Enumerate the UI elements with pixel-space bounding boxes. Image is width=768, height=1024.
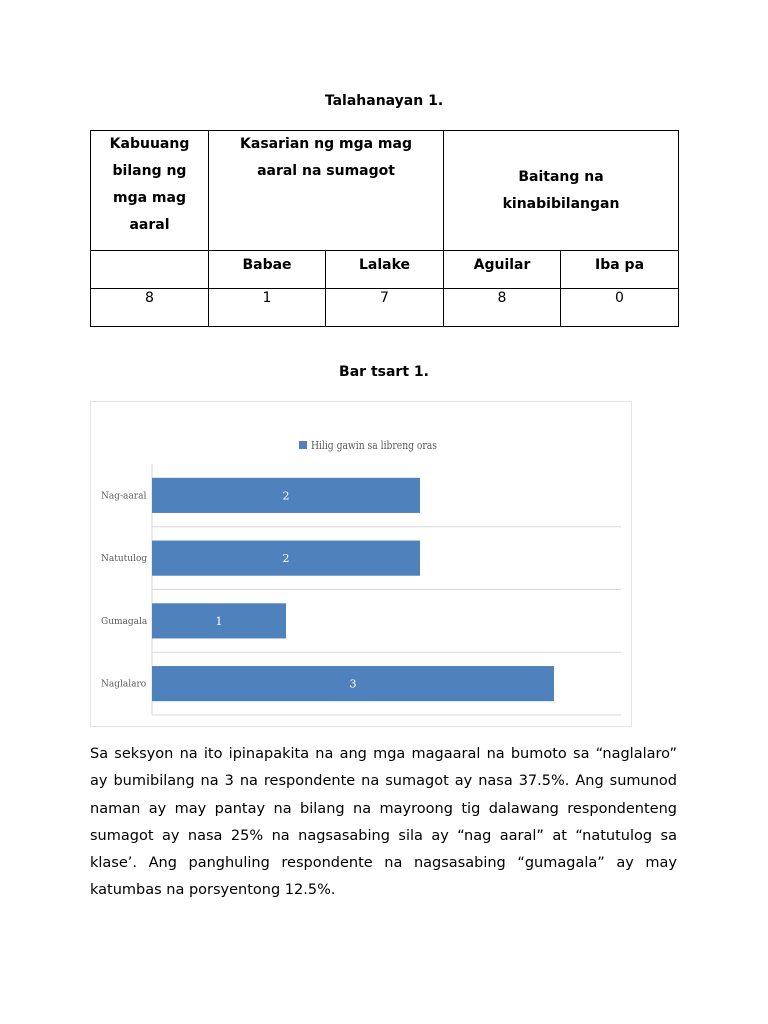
value-babae: 1 [209,289,326,327]
category-label: Naglalaro [101,679,147,690]
value-total: 8 [91,289,209,327]
bar-chart-svg [91,402,633,728]
table-caption: Talahanayan 1. [324,93,444,109]
category-label: Nag-aaral [101,491,147,502]
subheader-babae: Babae [209,251,326,289]
data-label: 2 [282,489,290,503]
data-label: 1 [215,614,223,628]
subheader-lalake: Lalake [326,251,444,289]
subheader-cell [91,251,209,289]
data-label: 2 [282,552,290,566]
subheader-aguilar: Aguilar [444,251,561,289]
value-aguilar: 8 [444,289,561,327]
header-gender: Kasarian ng mga mag aaral na sumagot [209,131,444,251]
header-grade: Baitang na kinabibilangan [444,131,679,251]
category-label: Gumagala [101,616,148,627]
subheader-iba-pa: Iba pa [561,251,679,289]
legend-swatch [299,441,307,449]
data-label: 3 [349,677,357,691]
category-label: Natutulog [101,554,148,565]
bar-chart [90,401,632,727]
header-total: Kabuuang bilang ng mga mag aaral [91,131,209,251]
data-table [90,130,679,327]
body-paragraph: Sa seksyon na ito ipinapakita na ang mga magaaral na bumoto sa “naglalaro” ay bumibilang na 3 na respondente na sumagot ay nasa 37.5%. Ang sumunod naman ay may pantay na bilang na mayroong tig dalawang respondenteng sumagot ay nasa 25% na nagsasabing sila ay “nag aaral” at “natutulog sa klase’. Ang panghuling respondente na nagsasabing “gumagala” ay may katumbas na porsyentong 12.5%. [90,746,677,899]
chart-caption: Bar tsart 1. [339,364,429,380]
value-iba-pa: 0 [561,289,679,327]
legend-label: Hilig gawin sa libreng oras [311,439,438,452]
value-lalake: 7 [326,289,444,327]
